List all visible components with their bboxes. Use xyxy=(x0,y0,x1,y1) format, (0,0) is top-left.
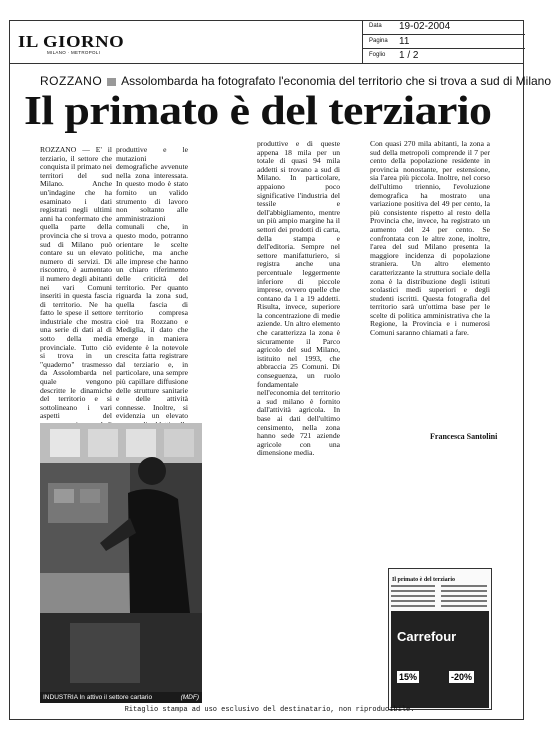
meta-row-date xyxy=(363,20,525,35)
article-signature: Francesca Santolini xyxy=(430,432,498,441)
ad-brand-name: Carrefour xyxy=(397,629,457,644)
article-column-3: produttive e di queste appena 18 mila per un totale di quasi 94 mila addetti si trovano a sud di Milano. In particolare, appaiono poco significative l'industria del tessile e dell'abbigliamento, mentre un più ampio margine ha il settori dei prodotti di carta, della stampa e dell'editoria. Sempre nel settore manifatturiero, si registra anche una percentuale leggermente inferiore di piccole imprese, ovvero quelle che contano da 1 a 19 addetti. Risulta, invece, superiore la concentrazione di medie aziende. Un altro elemento che caratterizza la zona è sicuramente il Parco agricolo del sud Milano, istituito nel 1993, che abbraccia 25 Comuni. Di conseguenza, un ruolo fondamentale nell'economia del territorio a sud milano è fornito dall'attività agricola. In base ai dati dell'ultimo censimento, nella zona hanno sede 721 aziende agricole con una dimensione media. xyxy=(257,139,340,458)
photo-caption xyxy=(40,692,202,703)
ad-discount-badge: -20% xyxy=(451,672,473,682)
article-headline: Il primato è del terziario xyxy=(24,87,492,133)
meta-value: 1 / 2 xyxy=(399,50,419,62)
newspaper-logo: IL GIORNO xyxy=(18,32,125,51)
photo-caption-text: INDUSTRIA In attivo il settore cartario xyxy=(43,694,153,701)
clipping-disclaimer: Ritaglio stampa ad uso esclusivo del destinatario, non riproducibile. xyxy=(124,706,415,714)
meta-value: 19-02-2004 xyxy=(399,21,451,32)
ad-discount-badge: 15% xyxy=(399,672,418,682)
article-column-4: Con quasi 270 mila abitanti, la zona a sud della metropoli comprende il 7 per cento della popolazione residente in provincia nonostante, per estensione, sia l'area più piccola. Inoltre, nel corso dell'ultimo triennio, l'evoluzione demografica ha mostrato una variazione positiva del 49 per cento, la più consistente rispetto al resto della Provincia che, invece, ha registrato un aumento del 24 per cento. Se confrontata con le altre zone, inoltre, l'area del sud Milano presenta la maggiore incidenza di popolazione straniera. Un altro elemento caratterizzante la struttura sociale della zona è la distribuzione degli istituti scolastici medi superiori e degli studenti iscritti. Questa fotografia del territorio sarà un'ottima base per le scelte di politica amministrativa che la Regione, la Provincia e i numerosi Comuni saranno chiamati a fare. xyxy=(370,139,490,338)
photo-credit: (MDF) xyxy=(180,694,199,701)
newspaper-logo-subtitle: MILANO · METROPOLI xyxy=(47,50,101,55)
article-column-1: ROZZANO — E' il terziario, il settore che conquista il primato nei territori del sud Milano. Anche un'indagine che ha esaminato i dati registrati negli ultimi anni ha confermato che quella parte della provincia che si trova a sud di Milano può contare su un elevato numero di servizi. Di riscontro, è aumentato il numero degli abitanti nei vari Comuni inseriti in questa fascia di territorio. Ne ha fatto le spese il settore industriale che mostra una serie di dati al di sotto della media provinciale. Tutto ciò si trova in un "quaderno" trasmesso da Assolombarda nel quale vengono descritte le dinamiche del territorio e si sottolineano i vari aspetti del xyxy=(40,145,112,421)
meta-row-sheet xyxy=(363,49,525,64)
kicker-square-icon xyxy=(107,78,116,86)
kicker-location: ROZZANO xyxy=(40,74,103,88)
meta-label: Data xyxy=(369,23,382,29)
thumbnail-advertisement xyxy=(391,611,489,708)
photo-illustration xyxy=(40,423,202,703)
meta-label: Foglio xyxy=(369,52,386,59)
meta-value: 11 xyxy=(399,35,410,47)
article-column-2: produttive e le mutazioni demografiche avvenute nella zona interessata. In questo modo è stato fornito un valido strumento di lavoro non soltanto alle amministrazioni comunali che, in questo modo, potranno orientare le scelte politiche, ma anche alle imprese che hanno un chiaro riferimento delle criticità del territorio. Per quanto riguarda la zona sud, quella fascia di territorio compresa cioè tra Rozzano e Mediglia, il dato che emerge in maniera evidente è la notevole crescita fatta registrare dal terziario e, in particolare, una sempre più capillare diffusione delle strutture sanitarie e delle attività connesse. Inoltre, si evidenzia un elevato xyxy=(116,145,188,421)
article-photo xyxy=(40,423,202,703)
meta-row-page xyxy=(363,35,525,50)
page-thumbnail xyxy=(388,568,492,710)
kicker-text: Assolombarda ha fotografato l'economia del territorio che si trova a sud di Milano xyxy=(121,74,551,88)
clipping-meta-box xyxy=(362,20,524,64)
meta-label: Pagina xyxy=(369,37,388,44)
thumbnail-headline: Il primato è del terziario xyxy=(392,577,455,583)
